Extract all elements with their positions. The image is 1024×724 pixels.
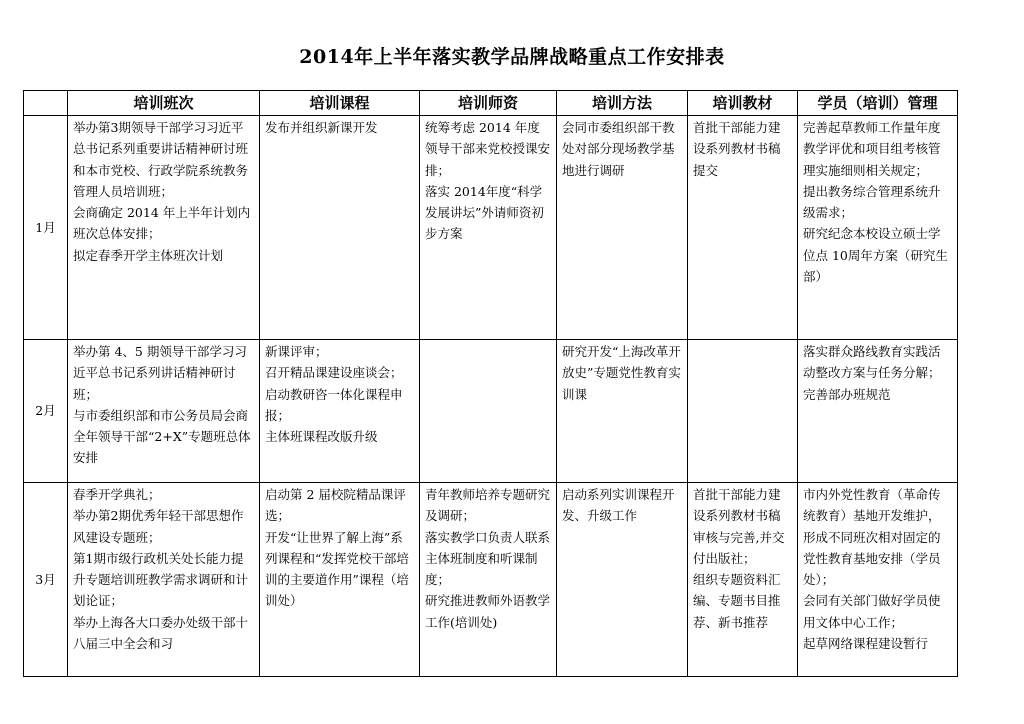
header-training-materials: 培训教材: [688, 91, 798, 116]
cell-item: 组织专题资料汇编、专题书目推荐、新书推荐: [693, 572, 781, 630]
trainee-management-cell: [798, 116, 958, 340]
cell-item: 启动系列实训课程开发、升级工作: [562, 487, 675, 524]
header-trainee-management: 学员（培训）管理: [798, 91, 958, 116]
document-title: 2014年上半年落实教学品牌战略重点工作安排表: [299, 46, 725, 68]
cell-item: 青年教师培养专题研究及调研；: [425, 487, 551, 524]
training-methods-cell: [557, 483, 688, 677]
month-cell: 3月: [24, 483, 68, 677]
cell-item: 启动教研咨一体化课程申报；: [265, 386, 403, 423]
training-courses-cell: [260, 483, 420, 677]
cell-item: 完善部办班规范: [803, 386, 891, 402]
header-training-methods: 培训方法: [557, 91, 688, 116]
cell-item: 举办第 4、5 期领导干部学习习近平总书记系列讲话精神研讨班；: [73, 344, 247, 402]
work-plan-table: [23, 90, 958, 677]
trainee-management-cell: [798, 483, 958, 677]
cell-item: 统筹考虑 2014 年度领导干部来党校授课安排；: [425, 120, 551, 178]
cell-item: 主体班课程改版升级: [265, 429, 378, 445]
cell-item: 起草网络课程建设暂行: [803, 636, 929, 652]
cell-item: 启动第 2 届校院精品课评选；: [265, 487, 406, 524]
header-training-faculty: 培训师资: [420, 91, 557, 116]
header-training-classes: 培训班次: [68, 91, 260, 116]
cell-item: 首批干部能力建设系列教材书稿提交: [693, 120, 781, 178]
cell-item: 新课评审；: [265, 344, 328, 359]
table-row: [24, 340, 958, 483]
cell-item: 举办第3期领导干部学习习近平总书记系列重要讲话精神研讨班和本市党校、行政学院系统教务管理人员培训班；: [73, 120, 249, 199]
training-classes-cell: [68, 340, 260, 483]
cell-item: 开发“让世界了解上海”系列课程和“发挥党校干部培训的主要道作用”课程（培训处）: [265, 529, 409, 609]
training-classes-cell: [68, 483, 260, 677]
cell-item: 与市委组织部和市公务员局会商全年领导干部“2+X”专题班总体安排: [73, 407, 251, 466]
training-materials-cell: [688, 483, 798, 677]
training-faculty-cell: [420, 116, 557, 340]
month-cell: 1月: [24, 116, 68, 340]
trainee-management-cell: [798, 340, 958, 483]
training-classes-cell: [68, 116, 260, 340]
cell-item: 第1期市级行政机关处长能力提升专题培训班教学需求调研和计划论证；: [73, 550, 249, 609]
header-training-courses: 培训课程: [260, 91, 420, 116]
cell-item: 研究推进教师外语教学工作(培训处): [425, 593, 551, 630]
training-courses-cell: [260, 116, 420, 340]
training-methods-cell: [557, 116, 688, 340]
training-materials-cell: [688, 340, 798, 483]
cell-item: 会商确定 2014 年上半年计划内班次总体安排；: [73, 205, 251, 242]
cell-item: 落实群众路线教育实践活动整改方案与任务分解；: [803, 344, 941, 381]
training-faculty-cell: [420, 340, 557, 483]
cell-item: 召开精品课建设座谈会；: [265, 365, 403, 381]
cell-item: 春季开学典礼；: [73, 487, 161, 502]
header-month: [24, 91, 68, 116]
cell-item: 举办第2期优秀年轻干部思想作风建设专题班；: [73, 508, 244, 545]
cell-item: 完善起草教师工作量年度教学评优和项目组考核管理实施细则相关规定；: [803, 120, 941, 178]
cell-item: 落实 2014年度“科学发展讲坛”外请师资初步方案: [425, 183, 544, 242]
month-cell: 2月: [24, 340, 68, 483]
cell-item: 会同有关部门做好学员使用文体中心工作；: [803, 593, 941, 630]
cell-item: 市内外党性教育（革命传统教育）基地开发维护，形成不同班次相对固定的党性教育基地安排（学员处）；: [803, 487, 941, 588]
cell-item: 会同市委组织部干教处对部分现场教学基地进行调研: [562, 120, 675, 178]
cell-item: 研究开发“上海改革开放史”专题党性教育实训课: [562, 344, 681, 402]
cell-item: 举办上海各大口委办处级干部十八届三中全会和习: [73, 614, 249, 652]
cell-item: 首批干部能力建设系列教材书稿审核与完善,并交付出版社；: [693, 487, 785, 566]
cell-item: 提出教务综合管理系统升级需求；: [803, 183, 941, 221]
table-row: [24, 116, 958, 340]
training-faculty-cell: [420, 483, 557, 677]
table-row: [24, 483, 958, 677]
training-methods-cell: [557, 340, 688, 483]
cell-item: 研究纪念本校设立硕士学位点 10周年方案（研究生部）: [803, 226, 948, 285]
training-courses-cell: [260, 340, 420, 483]
training-materials-cell: [688, 116, 798, 340]
cell-item: 落实教学口负责人联系主体班制度和听课制度；: [425, 529, 551, 588]
header-row: [24, 91, 958, 116]
cell-item: 拟定春季开学主体班次计划: [73, 247, 224, 263]
cell-item: 发布并组织新课开发: [265, 120, 378, 135]
